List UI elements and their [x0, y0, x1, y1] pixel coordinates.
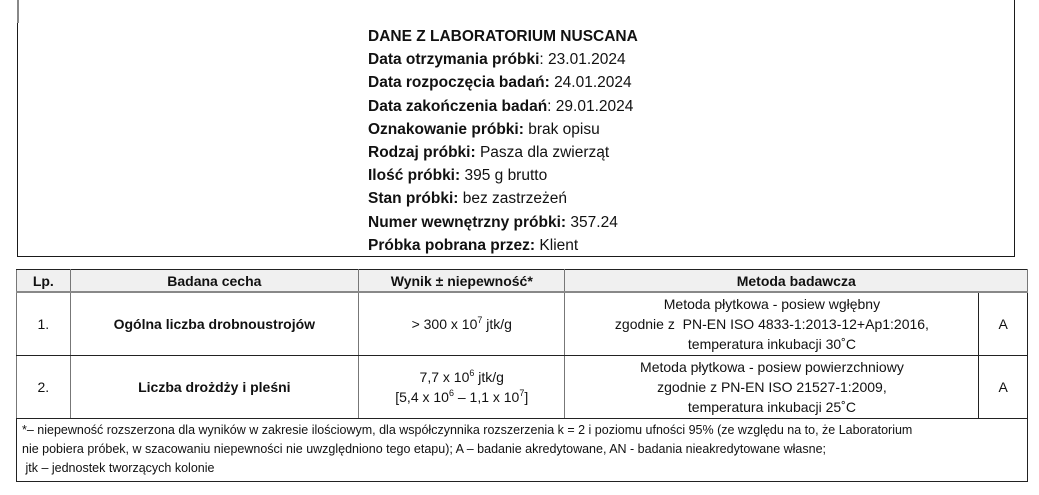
lab-info-box: [17, 0, 1015, 257]
table-header-row: [17, 270, 1028, 293]
footnote-line: nie pobiera próbek, w szacowaniu niepewności nie uwzględniono tego etapu); A – badanie akredytowane, AN - badania nieakredytowane własne;: [22, 442, 827, 456]
cell-lp: 1.: [17, 292, 71, 356]
table-row: [17, 356, 1028, 419]
result-value: > 300 x $10^7$ jtk/g: [411, 315, 512, 332]
footnote-row: [17, 419, 1028, 482]
cell-result: [359, 292, 565, 356]
header-lp: Lp.: [17, 270, 71, 293]
table-row: [17, 292, 1028, 356]
cell-result: [359, 356, 565, 419]
cell-method: [565, 292, 979, 356]
info-line-sample-type: Rodzaj próbki: Pasza dla zwierząt: [368, 144, 610, 162]
method-line: temperatura inkubacji 25˚C: [687, 399, 856, 415]
footnote: [17, 419, 1028, 482]
cell-lp: 2.: [17, 356, 71, 419]
lab-info-title: DANE Z LABORATORIUM NUSCANA: [368, 28, 638, 45]
method-line: Metoda płytkowa - posiew wgłębny: [663, 296, 881, 312]
info-line-sample-label: Oznakowanie próbki: brak opisu: [368, 120, 600, 138]
cell-accreditation: A: [979, 356, 1028, 419]
result-value: 7,7 x $10^6$ jtk/g: [419, 368, 504, 385]
info-line-start-date: Data rozpoczęcia badań: 24.01.2024: [368, 74, 632, 92]
info-line-internal-number: Numer wewnętrzny próbki: 357.24: [368, 213, 618, 231]
info-line-end-date: Data zakończenia badań: 29.01.2024: [368, 97, 634, 115]
info-line-sample-condition: Stan próbki: bez zastrzeżeń: [368, 190, 567, 208]
info-line-received-date: Data otrzymania próbki: 23.01.2024: [368, 51, 626, 69]
header-result: Wynik ± niepewność*: [359, 270, 565, 293]
method-line: temperatura inkubacji 30˚C: [687, 336, 856, 352]
cell-accreditation: A: [979, 292, 1028, 356]
cell-method: [565, 356, 979, 419]
border-artifact: [17, 0, 19, 23]
cell-feature: Liczba drożdży i pleśni: [70, 356, 358, 419]
header-method: Metoda badawcza: [565, 270, 1028, 293]
lab-info-content: [368, 25, 638, 257]
footnote-line: *– niepewność rozszerzona dla wyników w zakresie ilościowym, dla współczynnika rozszerzenia k = 2 i poziomu ufności 95% (ze względu na to, że Laboratorium: [22, 423, 913, 437]
method-line: Metoda płytkowa - posiew powierzchniowy: [640, 359, 904, 375]
header-feature: Badana cecha: [70, 270, 358, 293]
footnote-line: jtk – jednostek tworzących kolonie: [22, 461, 215, 475]
info-line-sample-quantity: Ilość próbki: 395 g brutto: [368, 167, 548, 185]
cell-feature: Ogólna liczba drobnoustrojów: [70, 292, 358, 356]
method-line: zgodnie z PN-EN ISO 4833-1:2013-12+Ap1:2016,: [614, 316, 929, 332]
info-line-sampled-by: Próbka pobrana przez: Klient: [368, 236, 579, 254]
result-range: [5,4 x $10^6 - 1,1$ x $10^7$]: [395, 388, 529, 405]
method-line: zgodnie z PN-EN ISO 21527-1:2009,: [657, 379, 887, 395]
results-table: [16, 269, 1028, 482]
